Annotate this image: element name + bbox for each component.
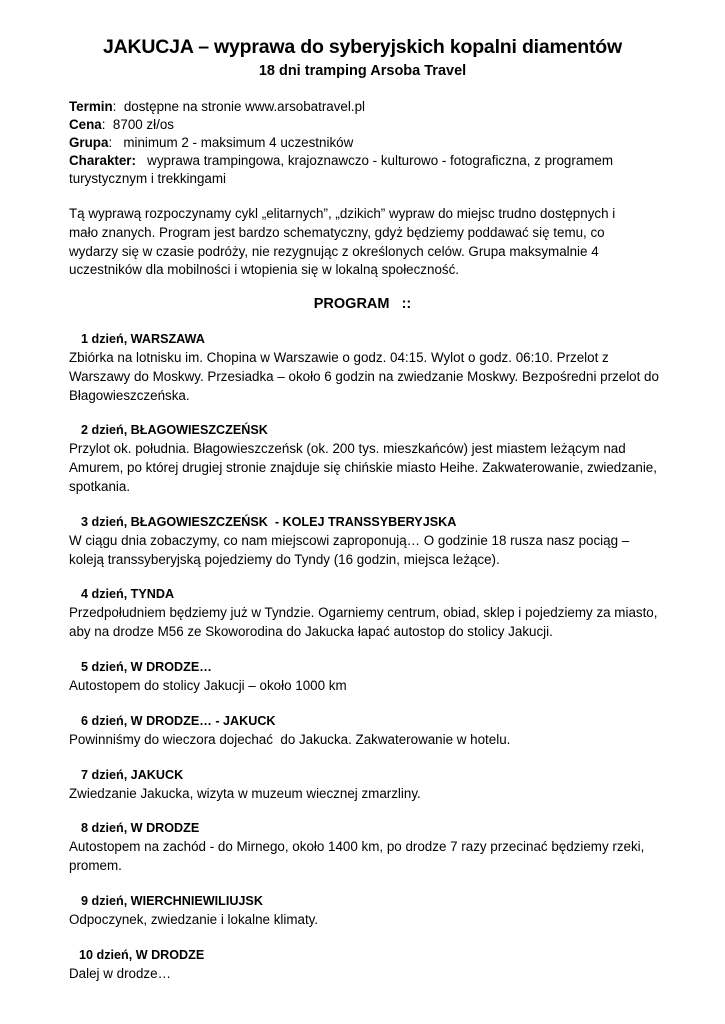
termin-label: Termin xyxy=(69,99,113,114)
info-charakter xyxy=(69,152,669,188)
day-heading: 8 dzień, W DRODZE xyxy=(81,821,200,836)
day-item xyxy=(69,330,669,405)
day-item xyxy=(69,513,669,570)
program-heading-text: PROGRAM :: xyxy=(313,296,412,312)
grupa-value: minimum 2 - maksimum 4 uczestników xyxy=(123,135,354,150)
info-termin: Termin: dostępne na stronie www.arsobatravel.pl xyxy=(69,99,365,114)
day-heading: 4 dzień, TYNDA xyxy=(81,587,175,602)
info-grupa: Grupa: minimum 2 - maksimum 4 uczestników xyxy=(69,135,354,150)
intro-paragraph: Tą wyprawą rozpoczynamy cykl „elitarnych”, „dzikich” wypraw do miejsc trudno dostępnych i mało znanych. Program jest bardzo schematyczny, gdyż będziemy poddawać się temu, co wydarzy się w czasie podróży, nie rezygnując z określonych celów. Grupa maksymalnie 4 uczestników dla mobilności i wtopienia się w lokalną społeczność. xyxy=(69,206,616,278)
day-item xyxy=(69,819,669,876)
day-text: Zbiórka na lotnisku im. Chopina w Warszawie o godz. 04:15. Wylot o godz. 06:10. Przelot z Warszawy do Moskwy. Przesiadka – około 6 godzin na zwiedzanie Moskwy. Bezpośredni przelot do Błagowieszczeńska. xyxy=(69,350,659,403)
day-heading: 7 dzień, JAKUCK xyxy=(81,767,184,782)
day-heading: 9 dzień, WIERCHNIEWILIUJSK xyxy=(81,893,263,908)
day-text: Autostopem do stolicy Jakucji – około 1000 km xyxy=(69,677,347,693)
day-heading: 1 dzień, WARSZAWA xyxy=(81,332,205,346)
cena-value: 8700 zł/os xyxy=(112,117,174,132)
cena-label: Cena xyxy=(69,117,102,132)
charakter-value: wyprawa trampingowa, krajoznawczo - kulturowo - fotograficzna, z programem turystycznym i trekkingami xyxy=(69,153,614,186)
day-text: Zwiedzanie Jakucka, wizyta w muzeum wiecznej zmarzliny. xyxy=(69,785,421,801)
day-item xyxy=(69,946,669,984)
document-subtitle: 18 dni tramping Arsoba Travel xyxy=(258,63,467,79)
program-heading xyxy=(0,296,725,312)
document-title: JAKUCJA – wyprawa do syberyjskich kopalni diamentów xyxy=(103,36,622,58)
day-item xyxy=(69,585,669,642)
day-text: Przylot ok. południa. Błagowieszczeńsk (ok. 200 tys. mieszkańców) jest miastem leżącym nad Amurem, po której drugiej stronie znajduje się chińskie miasto Heihe. Zakwaterowanie, zwiedzanie, spotkania. xyxy=(69,441,657,494)
day-heading: 6 dzień, W DRODZE… - JAKUCK xyxy=(81,713,276,728)
day-item xyxy=(69,658,669,696)
day-text: Powinniśmy do wieczora dojechać do Jakucka. Zakwaterowanie w hotelu. xyxy=(69,731,511,747)
info-cena: Cena: 8700 zł/os xyxy=(69,117,174,132)
day-text: Dalej w drodze… xyxy=(69,965,171,981)
day-text: Odpoczynek, zwiedzanie i lokalne klimaty. xyxy=(69,911,319,927)
day-heading: 5 dzień, W DRODZE… xyxy=(81,659,212,674)
day-item xyxy=(69,766,669,804)
day-item xyxy=(69,712,669,750)
day-item xyxy=(69,421,669,496)
day-text: Przedpołudniem będziemy już w Tyndzie. Ogarniemy centrum, obiad, sklep i pojedziemy za miasto, aby na drodze M56 ze Skoworodina do Jakucka łapać autostop do stolicy Jakucji. xyxy=(69,605,658,640)
day-text: Autostopem na zachód - do Mirnego, około 1400 km, po drodze 7 razy przecinać będziemy rzeki, promem. xyxy=(69,839,645,874)
program-days xyxy=(69,330,669,1000)
termin-value: dostępne na stronie www.arsobatravel.pl xyxy=(123,99,365,114)
grupa-label: Grupa xyxy=(69,135,109,150)
day-heading: 2 dzień, BŁAGOWIESZCZEŃSK xyxy=(81,423,268,438)
day-item xyxy=(69,892,669,930)
day-text: W ciągu dnia zobaczymy, co nam miejscowi zaproponują… O godzinie 18 rusza nasz pociąg – koleją transsyberyjską pojedziemy do Tyndy (16 godzin, miejsca leżące). xyxy=(69,532,630,567)
day-heading: 3 dzień, BŁAGOWIESZCZEŃSK - KOLEJ TRANSSYBERYJSKA xyxy=(81,514,457,529)
day-heading: 10 dzień, W DRODZE xyxy=(79,947,205,962)
charakter-label: Charakter: xyxy=(69,153,136,168)
trip-info xyxy=(69,98,669,188)
